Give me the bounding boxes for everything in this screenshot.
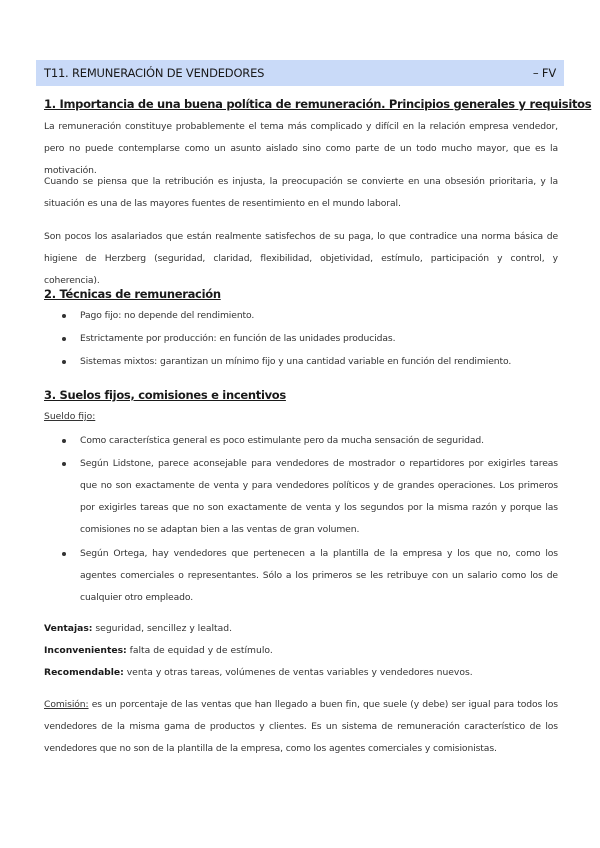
bullet-icon: [62, 314, 66, 318]
comision-paragraph: [44, 694, 558, 760]
bullet-icon: [62, 337, 66, 341]
bullet-icon: [62, 360, 66, 364]
recomendable-line: [44, 662, 473, 684]
ventajas-label: Ventajas:: [44, 623, 93, 634]
ventajas-line: [44, 618, 232, 640]
ventajas-text: seguridad, sencillez y lealtad.: [92, 623, 233, 634]
section-1-paragraph-1: La remuneración constituye probablemente el tema más complicado y difícil en la relación empresa vendedor, pero no puede contemplarse como un asunto aislado sino como parte de un todo mucho mayor, que es la motivación.: [44, 121, 558, 176]
list-item: Según Lidstone, parece aconsejable para vendedores de mostrador o repartidores por exigirles tareas que no son exactamente de venta y para vendedores políticos y de grandes operaciones. Los primeros por exigirles tareas que no son exactamente de venta y los segundos por la misma razón y porque las comisiones no se adaptan bien a las ventas de gran volumen.: [80, 458, 558, 535]
bullet-icon: [62, 552, 66, 556]
comision-label: Comisión:: [44, 699, 89, 710]
recomendable-label: Recomendable:: [44, 667, 124, 678]
list-item: Estrictamente por producción: en función de las unidades producidas.: [80, 333, 396, 344]
recomendable-text: venta y otras tareas, volúmenes de ventas variables y vendedores nuevos.: [123, 667, 473, 678]
document-title: T11. REMUNERACIÓN DE VENDEDORES: [44, 66, 265, 80]
section-1-paragraph-2: Cuando se piensa que la retribución es injusta, la preocupación se convierte en una obsesión prioritaria, y la situación es una de las mayores fuentes de resentimiento en el mundo laboral.: [44, 176, 558, 209]
inconvenientes-label: Inconvenientes:: [44, 645, 127, 656]
list-item: Según Ortega, hay vendedores que pertenecen a la plantilla de la empresa y los que no, como los agentes comerciales o representantes. Sólo a los primeros se les retribuye con un salario como los de cualquier otro empleado.: [80, 548, 558, 603]
sueldo-fijo-label: Sueldo fijo:: [44, 411, 96, 422]
section-1-paragraph-3: Son pocos los asalariados que están realmente satisfechos de su paga, lo que contradice una norma básica de higiene de Herzberg (seguridad, claridad, flexibilidad, objetividad, estímulo, participación y control, y coherencia).: [44, 231, 558, 286]
inconvenientes-line: [44, 640, 273, 662]
list-item: Sistemas mixtos: garantizan un mínimo fijo y una cantidad variable en función del rendimiento.: [80, 356, 512, 367]
section-1-heading: 1. Importancia de una buena política de remuneración. Principios generales y requisitos: [44, 97, 592, 111]
list-item: Pago fijo: no depende del rendimiento.: [80, 310, 255, 321]
section-2-heading: 2. Técnicas de remuneración: [44, 287, 221, 301]
inconvenientes-text: falta de equidad y de estímulo.: [126, 645, 273, 656]
list-item: Como característica general es poco estimulante pero da mucha sensación de seguridad.: [80, 435, 484, 446]
author-tag: – FV: [532, 66, 556, 80]
title-bar: [36, 60, 564, 86]
section-3-heading: 3. Suelos fijos, comisiones e incentivos: [44, 388, 286, 402]
comision-text: es un porcentaje de las ventas que han llegado a buen fin, que suele (y debe) ser igual para todos los vendedores de la misma gama de productos y clientes. Es un sistema de remuneración característico de los vendedores que no son de la plantilla de la empresa, como los agentes comerciales y comisionistas.: [44, 699, 558, 754]
bullet-icon: [62, 462, 66, 466]
bullet-icon: [62, 439, 66, 443]
